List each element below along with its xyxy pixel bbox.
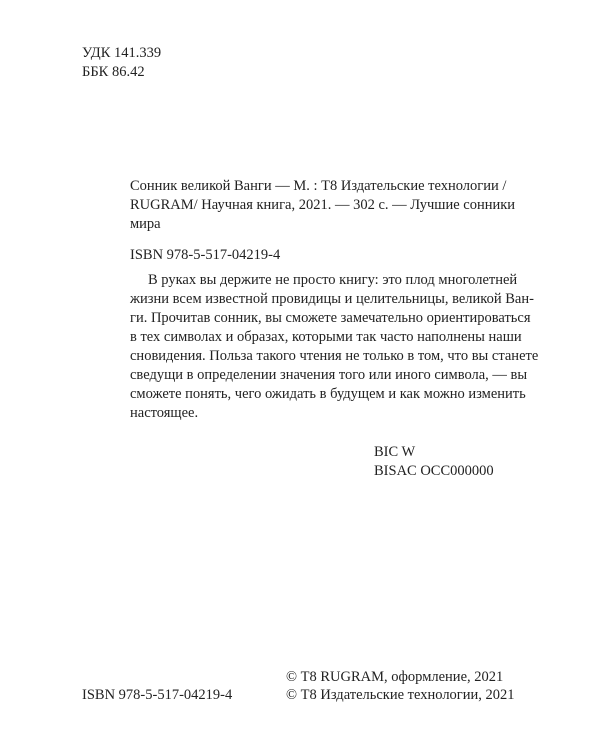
annotation-line: настоящее.: [130, 405, 199, 421]
annotation-line: сновидения. Польза такого чтения не только в том, что вы станете: [130, 348, 539, 364]
bibliography-line: RUGRAM/ Научная книга, 2021. — 302 с. — Лучшие сонники: [130, 197, 516, 213]
bic-code: BIC W: [374, 444, 416, 460]
copyright-notices: [286, 668, 515, 704]
bibliography-line: мира: [130, 216, 161, 232]
bibliography-line: Сонник великой Ванги — М. : Т8 Издательские технологии /: [130, 178, 507, 194]
classification-codes: [82, 44, 161, 82]
isbn-footer: ISBN 978-5-517-04219-4: [82, 687, 233, 703]
annotation-line: ги. Прочитав сонник, вы сможете замечательно ориентироваться: [130, 310, 531, 326]
subject-codes: [374, 443, 494, 481]
copyright-design: © Т8 RUGRAM, оформление, 2021: [286, 669, 504, 685]
bbk-code: ББК 86.42: [82, 64, 145, 80]
annotation-paragraph: [130, 271, 539, 423]
bibliographic-record: [130, 177, 516, 234]
annotation-line: В руках вы держите не просто книгу: это плод многолетней: [148, 272, 518, 288]
annotation-line: сможете понять, чего ожидать в будущем и как можно изменить: [130, 386, 526, 402]
isbn-main: ISBN 978-5-517-04219-4: [130, 247, 281, 263]
annotation-line: жизни всем известной провидицы и целительницы, великой Ван-: [130, 291, 534, 307]
annotation-line: в тех символах и образах, которыми так часто наполнены наши: [130, 329, 522, 345]
copyright-publisher: © Т8 Издательские технологии, 2021: [286, 687, 515, 703]
annotation-line: сведущи в определении значения того или иного символа, — вы: [130, 367, 528, 383]
bisac-code: BISAC OCC000000: [374, 463, 494, 479]
udc-code: УДК 141.339: [82, 45, 162, 61]
